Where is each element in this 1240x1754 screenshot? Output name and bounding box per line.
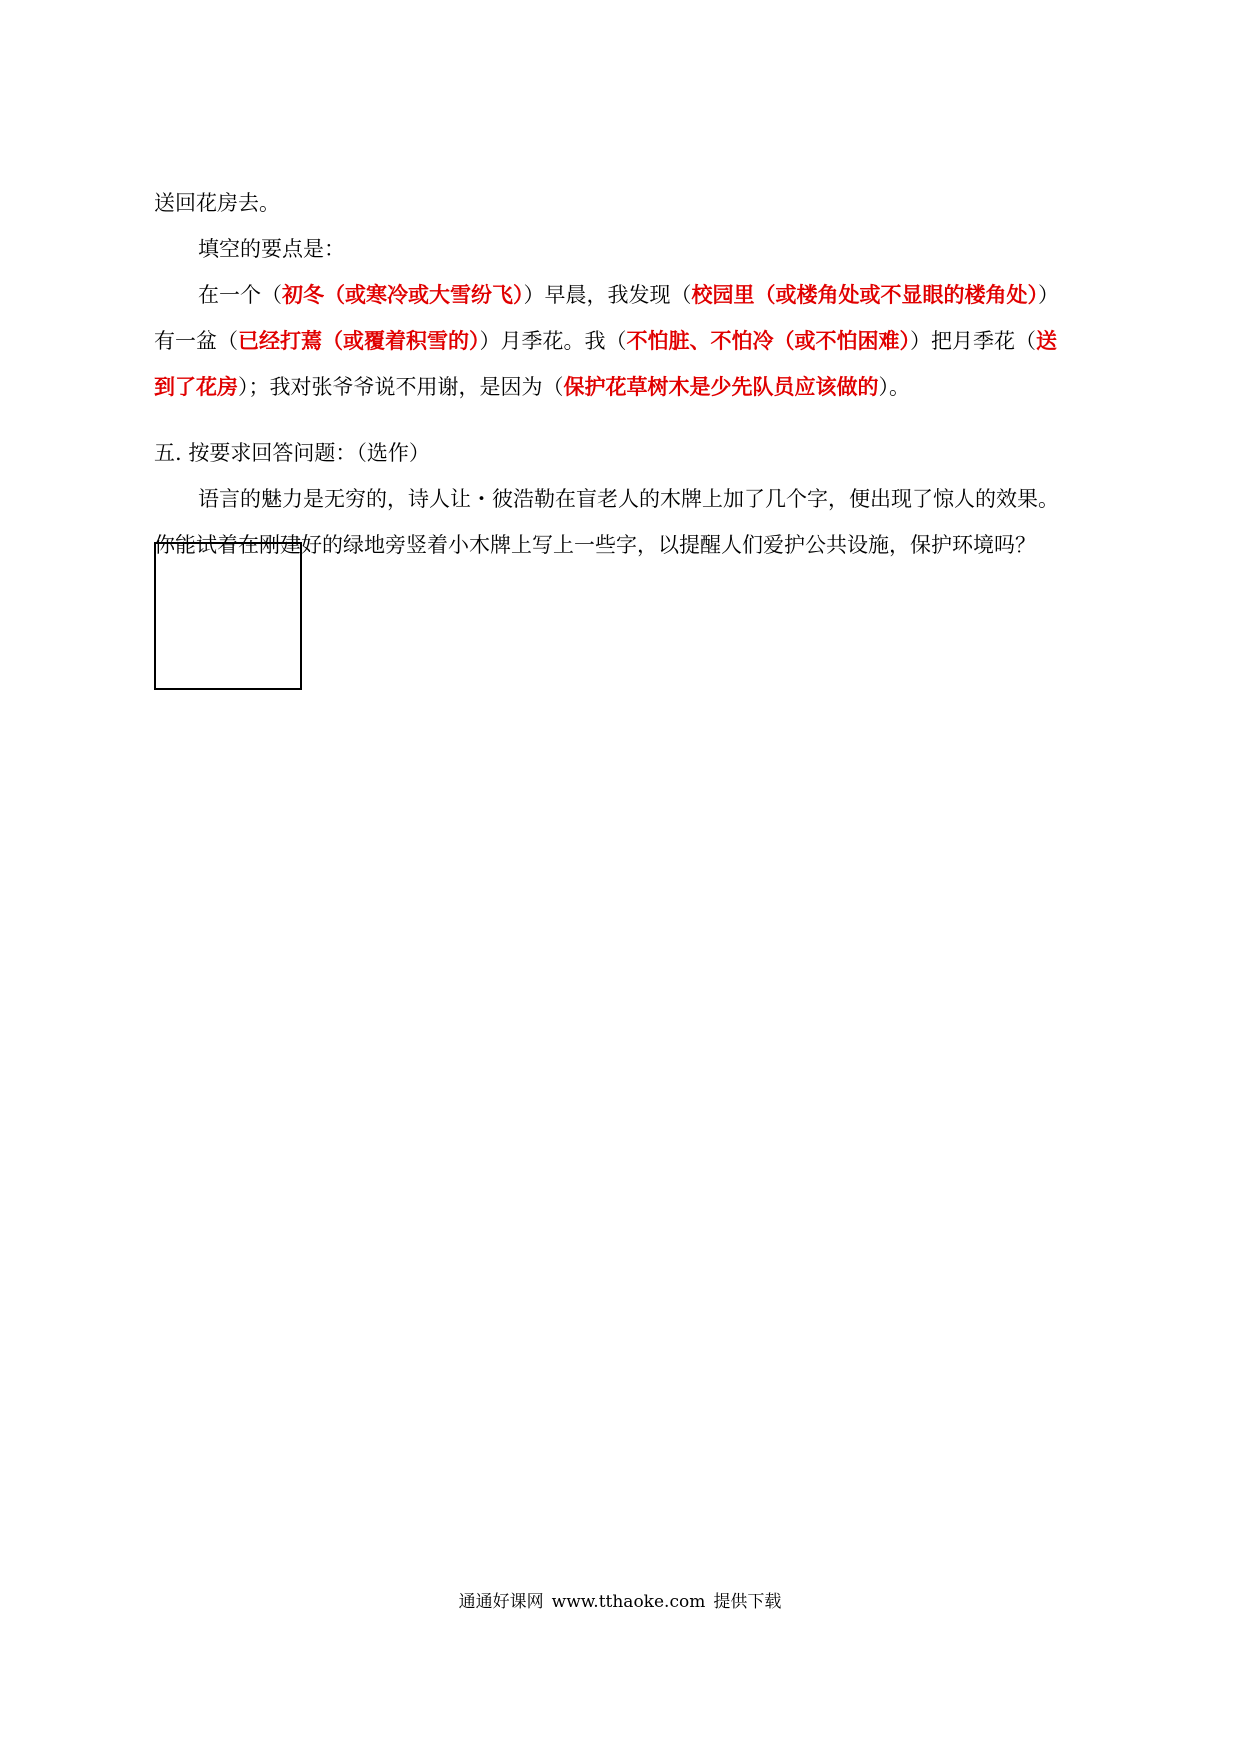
fill-text: ）月季花。我（ [479, 329, 627, 353]
section-5-paragraph-line-1: 语言的魅力是无穷的，诗人让・彼浩勒在盲老人的木牌上加了几个字，便出现了惊人的效果。 [198, 487, 1059, 511]
footer-site-name: 通通好课网 [458, 1592, 544, 1612]
answer-text: 不怕脏、不怕冷（或不怕困难） [626, 328, 910, 353]
continuation-line: 送回花房去。 [154, 191, 280, 215]
footer-url[interactable]: www.tthaoke.com [551, 1592, 706, 1612]
footer [0, 1590, 1240, 1614]
fill-line-2 [154, 318, 1094, 364]
section-5-paragraph-line-2: 你能试着在刚建好的绿地旁竖着小木牌上写上一些字，以提醒人们爱护公共设施，保护环境吗？ [154, 533, 1036, 557]
fill-points-heading: 填空的要点是： [198, 237, 345, 261]
answer-text: 保护花草树木是少先队员应该做的 [563, 374, 879, 399]
fill-text: 有一盆（ [154, 329, 238, 353]
answer-text: 到了花房 [154, 374, 238, 399]
fill-text: ）早晨，我发现（ [523, 283, 692, 307]
footer-suffix: 提供下载 [713, 1592, 782, 1612]
fill-text: ）把月季花（ [910, 329, 1036, 353]
answer-text: 初冬（或寒冷或大雪纷飞） [282, 282, 524, 307]
answer-text: 校园里（或楼角处或不显眼的楼角处） [691, 282, 1038, 307]
fill-text: ）。 [878, 375, 910, 399]
answer-text: 送 [1036, 328, 1057, 353]
document-body [154, 180, 1094, 568]
answer-box[interactable] [154, 542, 302, 690]
fill-text: ） [1038, 283, 1059, 307]
fill-text: 在一个（ [198, 283, 282, 307]
fill-line-1 [154, 272, 1094, 318]
section-5-title: 五. 按要求回答问题：（选作） [154, 441, 430, 465]
spacer [154, 410, 1094, 430]
answer-text: 已经打蔫（或覆着积雪的） [238, 328, 480, 353]
fill-line-3 [154, 364, 1094, 410]
fill-text: ）；我对张爷爷说不用谢，是因为（ [238, 375, 564, 399]
